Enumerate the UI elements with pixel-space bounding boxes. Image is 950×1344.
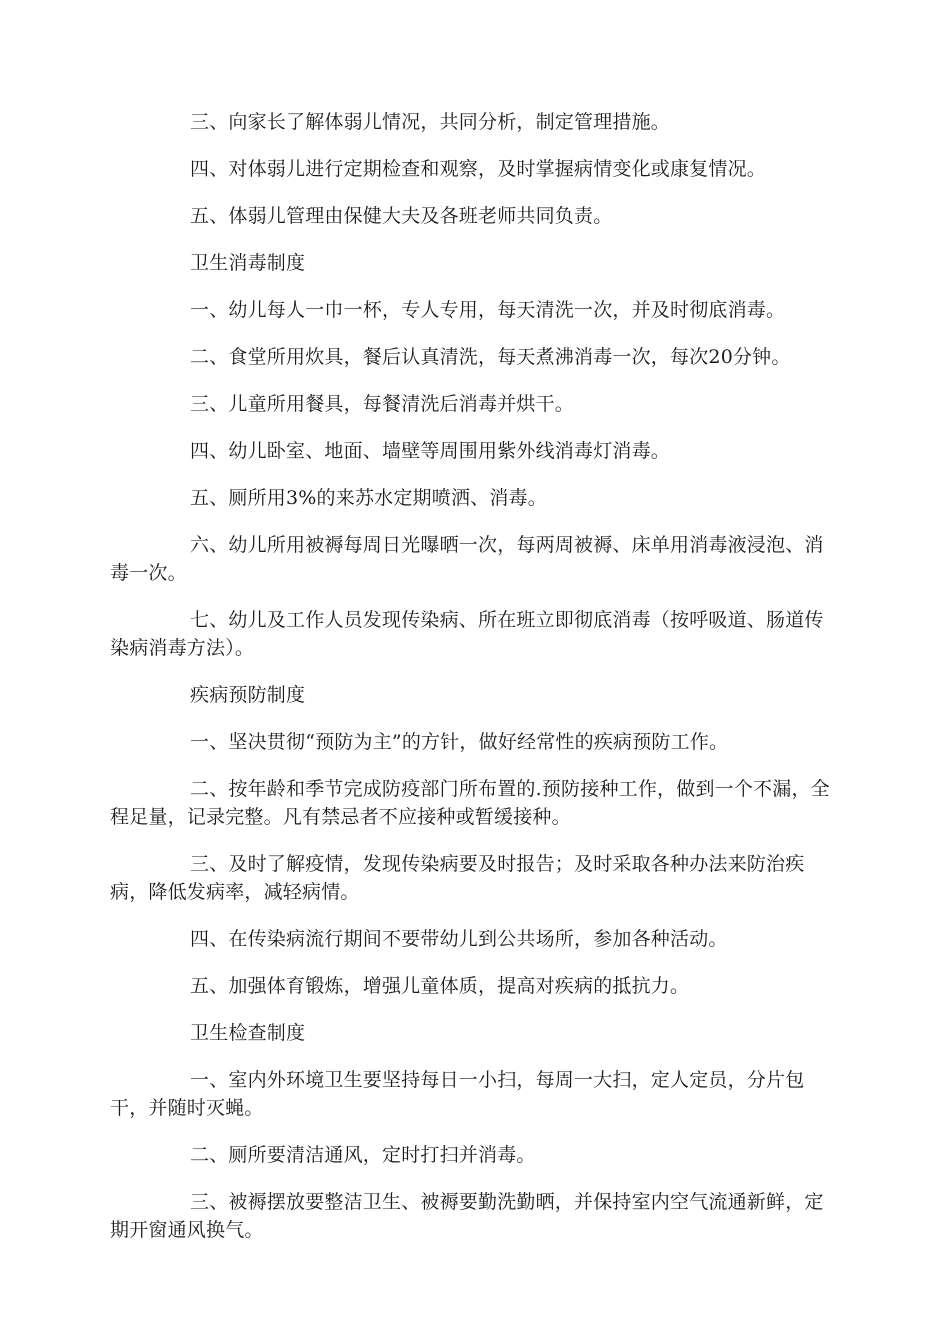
paragraph-7: 三、儿童所用餐具，每餐清洗后消毒并烘干。 [190,393,575,415]
paragraph-16: 四、在传染病流行期间不要带幼儿到公共场所，参加各种活动。 [190,928,728,950]
paragraph-1: 三、向家长了解体弱儿情况，共同分析，制定管理措施。 [190,111,671,133]
paragraph-6: 二、食堂所用炊具，餐后认真清洗，每天煮沸消毒一次，每次20分钟。 [190,346,791,368]
paragraph-20: 二、厕所要清洁通风，定时打扫并消毒。 [190,1144,536,1166]
section-heading-disinfection: 卫生消毒制度 [190,252,306,274]
paragraph-14: 二、按年龄和季节完成防疫部门所布置的.预防接种工作，做到一个不漏，全程足量，记录完整。凡有禁忌者不应接种或暂缓接种。 [110,778,830,828]
paragraph-17: 五、加强体育锻炼，增强儿童体质，提高对疾病的抵抗力。 [190,975,690,997]
paragraph-5: 一、幼儿每人一巾一杯，专人专用，每天清洗一次，并及时彻底消毒。 [190,299,786,321]
paragraph-11: 七、幼儿及工作人员发现传染病、所在班立即彻底消毒（按呼吸道、肠道传染病消毒方法）。 [110,609,824,659]
paragraph-3: 五、体弱儿管理由保健大夫及各班老师共同负责。 [190,205,613,227]
section-heading-prevention: 疾病预防制度 [190,684,306,706]
paragraph-8: 四、幼儿卧室、地面、墙壁等周围用紫外线消毒灯消毒。 [190,440,671,462]
paragraph-9: 五、厕所用3%的来苏水定期喷洒、消毒。 [190,487,547,509]
paragraph-2: 四、对体弱儿进行定期检查和观察，及时掌握病情变化或康复情况。 [190,158,767,180]
paragraph-21: 三、被褥摆放要整洁卫生、被褥要勤洗勤晒，并保持室内空气流通新鲜，定期开窗通风换气。 [110,1191,824,1241]
section-heading-inspection: 卫生检查制度 [190,1022,306,1044]
document-body [110,108,840,1263]
paragraph-15: 三、及时了解疫情，发现传染病要及时报告；及时采取各种办法来防治疾病，降低发病率，减轻病情。 [110,853,805,903]
paragraph-10: 六、幼儿所用被褥每周日光曝晒一次，每两周被褥、床单用消毒液浸泡、消毒一次。 [110,534,824,584]
paragraph-13: 一、坚决贯彻“预防为主”的方针，做好经常性的疾病预防工作。 [190,731,729,753]
paragraph-19: 一、室内外环境卫生要坚持每日一小扫，每周一大扫，定人定员，分片包干，并随时灭蝇。 [110,1069,805,1119]
